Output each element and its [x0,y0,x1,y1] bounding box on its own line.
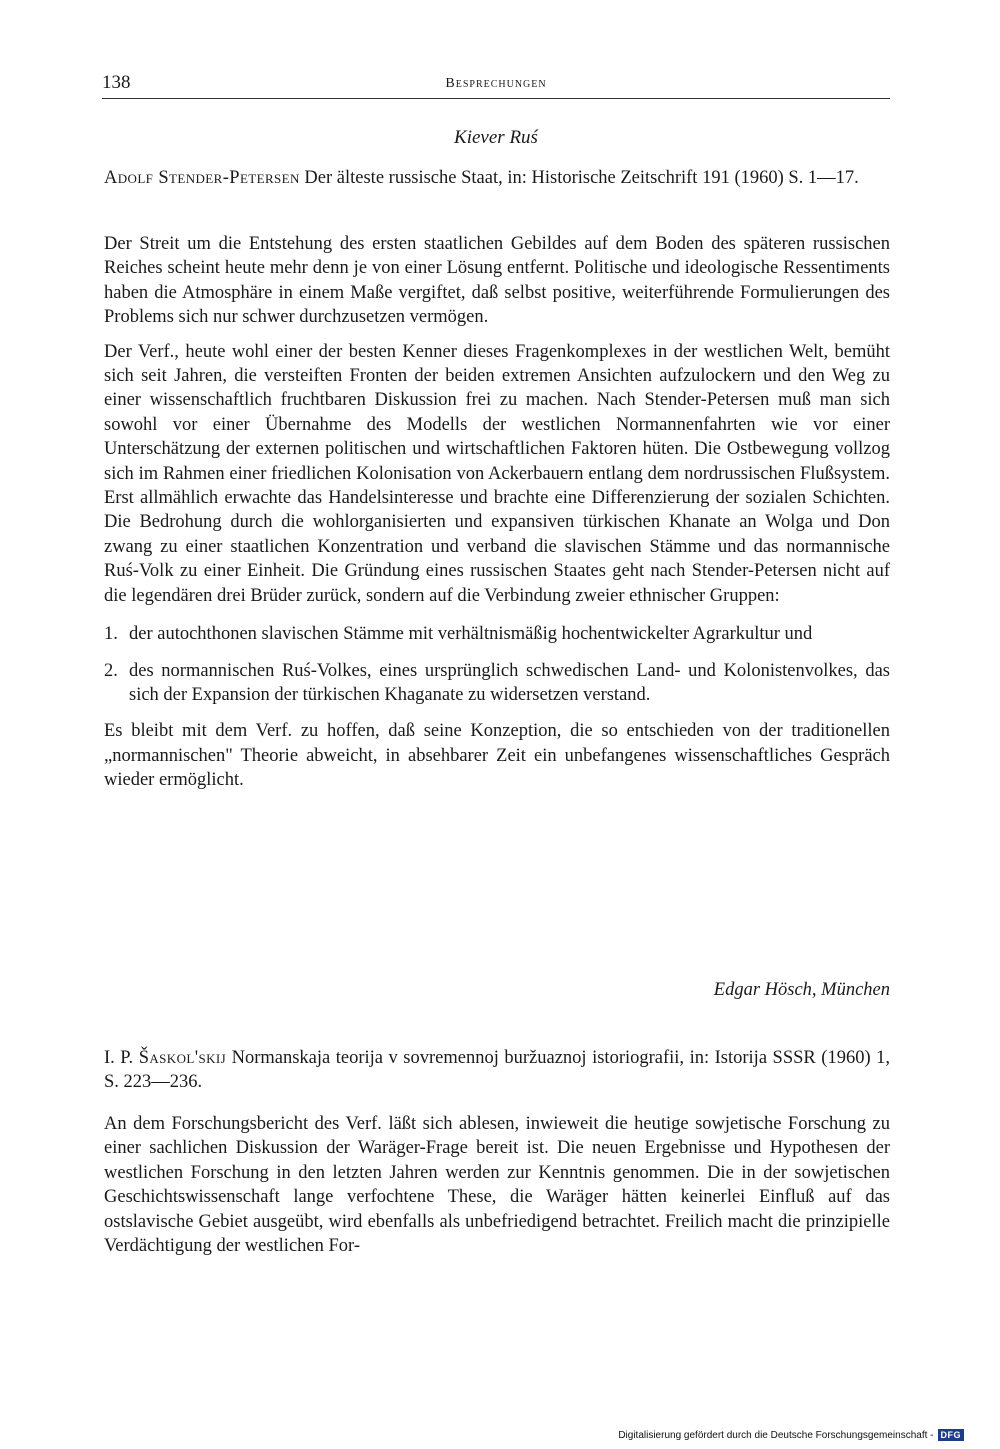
citation-details: Normanskaja teorija v sovremennoj buržuaznoj istoriografii, in: Istorija SSSR (1960) 1, S. 223—236. [104,1048,890,1093]
list-number: 1. [104,624,118,645]
list-item [104,622,890,646]
review1-body [104,232,890,803]
list-text: der autochthonen slavischen Stämme mit verhältnismäßig hochentwickelter Agrarkultur und [129,624,813,645]
footer-text: Digitalisierung gefördert durch die Deutsche Forschungsgemeinschaft - [618,1429,934,1441]
citation-details: Der älteste russische Staat, in: Historische Zeitschrift 191 (1960) S. 1—17. [299,168,859,188]
paragraph: Der Streit um die Entstehung des ersten staatlichen Gebildes auf dem Boden des späteren russischen Reiches scheint heute mehr denn je von einer Lösung entfernt. Politische und ideologische Ressentiments haben die Atmosphäre in einem Maße vergiftet, daß selbst positive, weiterführende Formulierungen des Problems sich nur schwer durchzusetzen vermögen. [104,234,890,328]
citation-author: Šaskol'skij [138,1048,227,1068]
running-head: Besprechungen [445,76,547,91]
page-number: 138 [102,72,131,93]
list-text: des normannischen Ruś-Volkes, eines ursprünglich schwedischen Land- und Kolonistenvolkes, das sich der Expansion der türkischen Khaganate zu widersetzen verstand. [129,660,890,705]
citation-author: Adolf Stender-Petersen [104,168,300,188]
paragraph: An dem Forschungsbericht des Verf. läßt sich ablesen, inwieweit die heutige sowjetische Forschung zu einer sachlichen Diskussion der Waräger-Frage bereit ist. Die neuen Ergebnisse und Hypothesen der westlichen Forschung in den letzten Jahren werden zur Kenntnis genommen. Die in der sowjetischen Geschichtswissenschaft lange verfochtene These, die Waräger hätten keinerlei Einfluß auf das ostslavische Gebiet ausgeübt, wird ebenfalls als unbefriedigend betrachtet. Freilich macht die prinzipielle Verdächtigung der westlichen For- [104,1114,890,1257]
section-title: Kiever Ruś [454,127,538,148]
review2-body [104,1112,890,1268]
list-number: 2. [104,660,118,681]
review1-signature: Edgar Hösch, München [713,980,890,1000]
list-item [104,659,890,708]
review2-citation [104,1046,890,1095]
closing-paragraph: Es bleibt mit dem Verf. zu hoffen, daß seine Konzeption, die so entschieden von der traditionellen „normannischen" Theorie abweicht, in absehbarer Zeit ein unbefangenes wissenschaftliches Gespräch wieder ermöglicht. [104,721,890,791]
citation-prefix: I. P. [104,1048,139,1068]
paragraph: Der Verf., heute wohl einer der besten Kenner dieses Fragenkomplexes in der westlichen Welt, bemüht sich seit Jahren, die versteiften Fronten der beiden extremen Ansichten aufzulockern und den Weg zu einer wissenschaftlich fruchtbaren Diskussion frei zu machen. Nach Stender-Petersen muß man sich sowohl vor einer Übernahme des Modells der westlichen Normannenfahrten wie vor einer Unterschätzung der externen politischen und wirtschaftlichen Faktoren hüten. Die Ostbewegung vollzog sich im Rahmen einer friedlichen Kolonisation von Ackerbauern entlang dem nordrussischen Flußsystem. Erst allmählich erwachte das Handelsinteresse und brachte eine Differenzierung der sozialen Schichten. Die Bedrohung durch die wohlorganisierten und expansiven türkischen Khanate an Wolga und Don zwang zu einer staatlichen Konzentration und verband die slavischen Stämme und das normannische Ruś-Volk zu einer Einheit. Die Gründung eines russischen Staates geht nach Stender-Petersen nicht auf die legendären drei Brüder zurück, sondern auf die Verbindung zweier ethnischer Gruppen: [104,341,890,606]
dfg-logo-icon: DFG [938,1429,965,1441]
digitization-footer [618,1429,964,1441]
page-header [102,72,890,99]
numbered-list [104,622,890,707]
review1-citation [104,166,890,190]
